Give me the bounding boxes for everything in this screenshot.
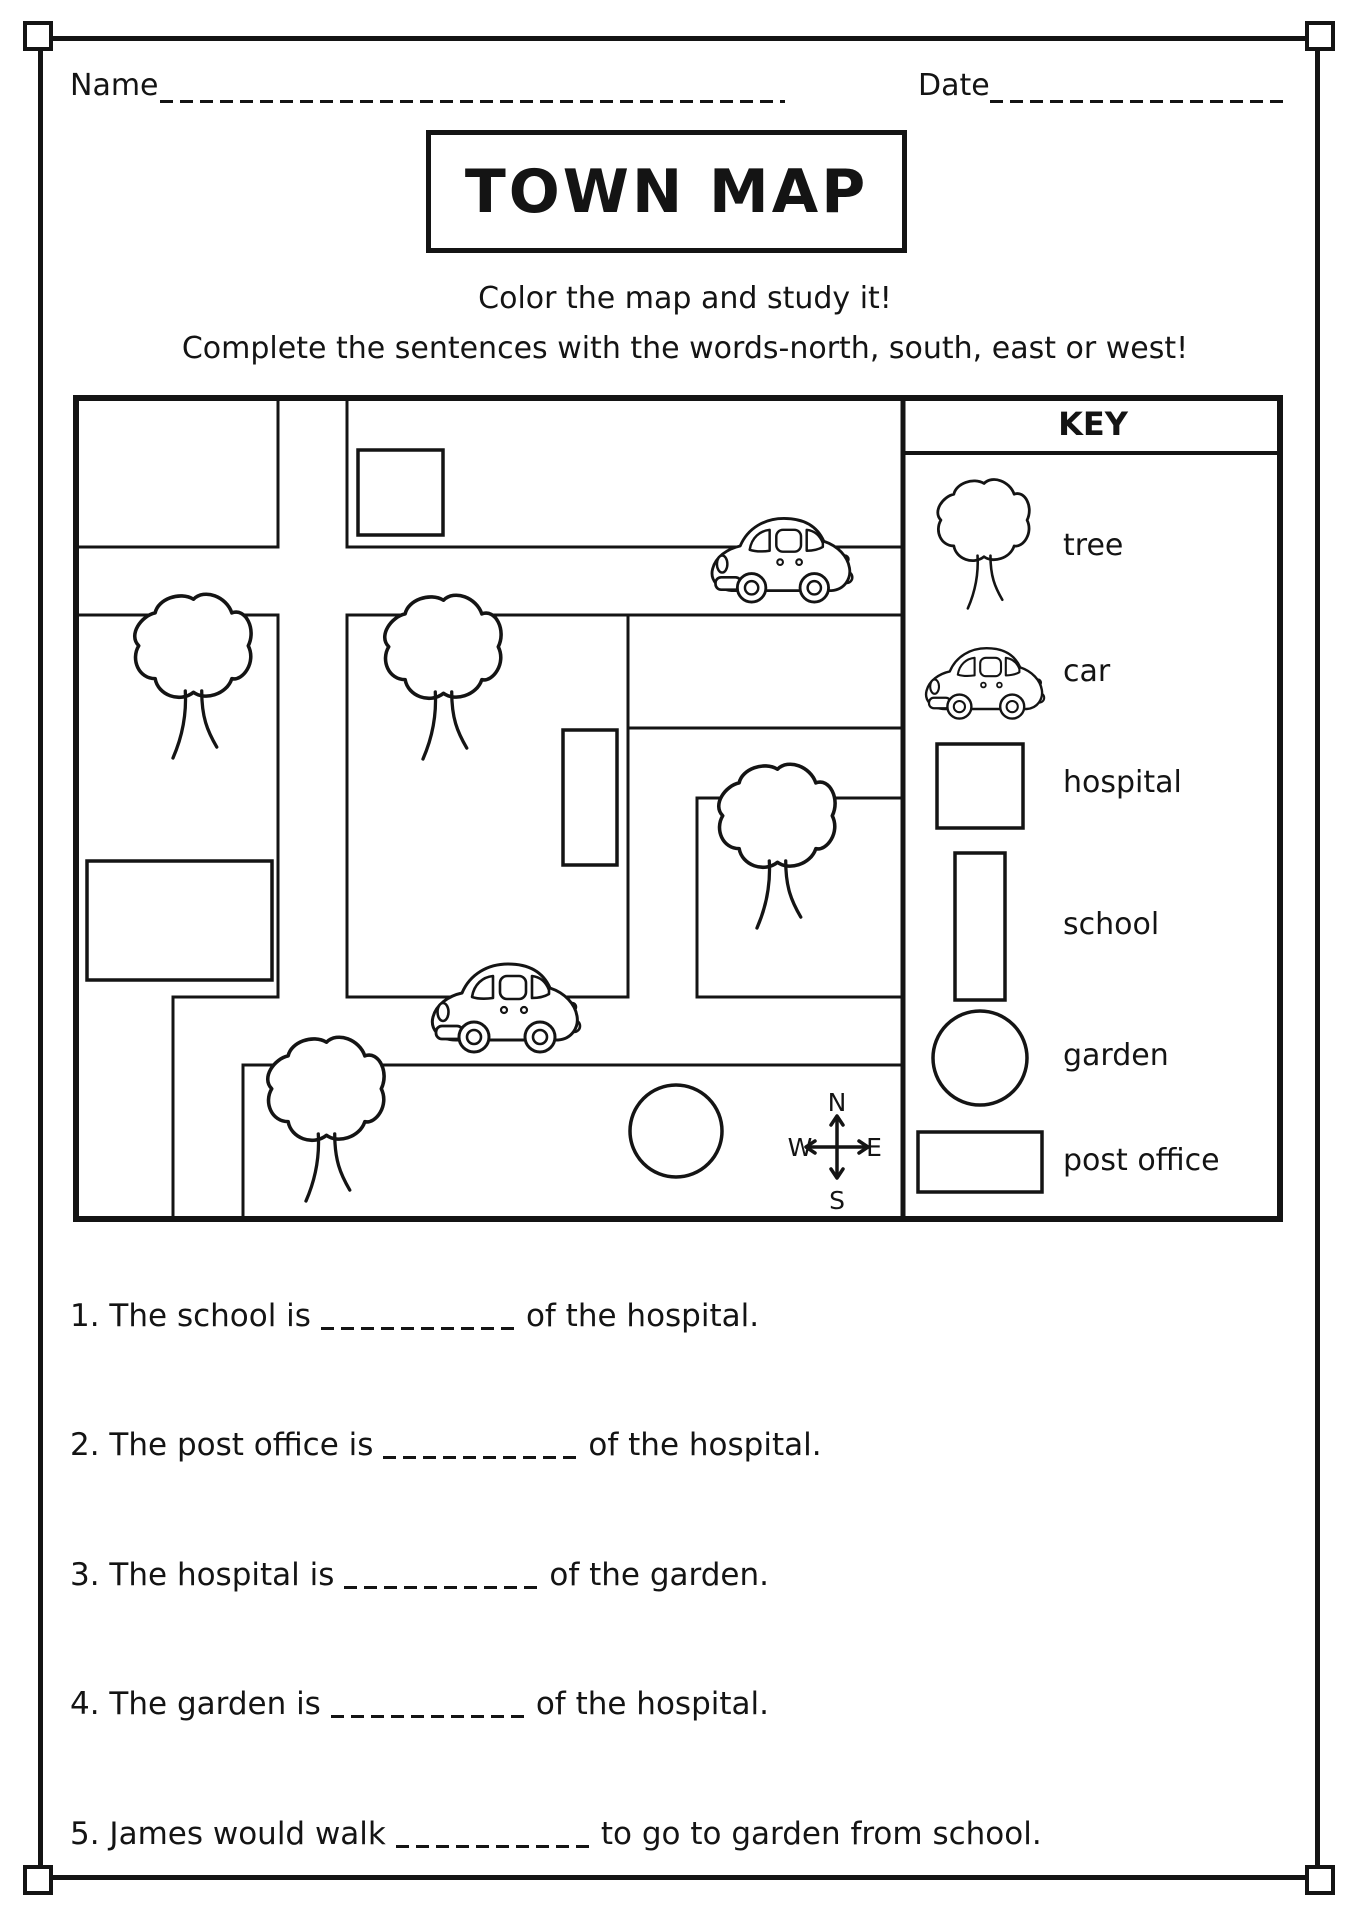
compass-west-label: W [787, 1133, 813, 1162]
map-car-1 [712, 518, 852, 602]
question-1 [70, 1294, 759, 1338]
school-icon [955, 853, 1005, 1000]
compass-east-label: E [866, 1133, 882, 1162]
map-school [563, 730, 617, 865]
map-tree-3 [719, 764, 835, 928]
tree-icon [938, 480, 1030, 609]
map-tree-1 [135, 594, 251, 758]
question-5-suffix: to go to garden from school. [600, 1816, 1042, 1852]
frame-corner-top-right [1305, 21, 1335, 51]
key-label-garden: garden [1063, 1038, 1169, 1073]
map-tree-2 [385, 595, 501, 759]
question-1-prefix: 1. The school is [70, 1298, 311, 1334]
question-4-suffix: of the hospital. [535, 1686, 769, 1722]
question-2-prefix: 2. The post office is [70, 1427, 374, 1463]
question-5-blank[interactable] [396, 1845, 591, 1848]
key-label-hospital: hospital [1063, 765, 1182, 800]
key-label-school: school [1063, 907, 1160, 942]
question-2-blank[interactable] [383, 1456, 578, 1459]
page-title: TOWN MAP [464, 156, 869, 227]
question-4 [70, 1682, 769, 1726]
question-3-prefix: 3. The hospital is [70, 1557, 335, 1593]
map-garden [630, 1085, 722, 1177]
question-5 [70, 1812, 1042, 1856]
map-post-office [87, 861, 272, 980]
question-1-blank[interactable] [321, 1327, 516, 1330]
town-map-figure [73, 395, 1283, 1222]
compass-rose [788, 1088, 882, 1215]
name-write-line[interactable] [160, 100, 785, 103]
question-1-suffix: of the hospital. [525, 1298, 760, 1334]
question-2-suffix: of the hospital. [588, 1427, 822, 1463]
key-label-car: car [1063, 654, 1111, 689]
question-4-blank[interactable] [331, 1715, 526, 1718]
hospital-icon [937, 744, 1023, 828]
question-3 [70, 1553, 769, 1597]
key-label-tree: tree [1063, 528, 1124, 563]
map-tree-4 [268, 1037, 384, 1201]
name-label: Name [70, 68, 159, 103]
key-title: KEY [1058, 405, 1128, 443]
instruction-line-2: Complete the sentences with the words-north, south, east or west! [181, 331, 1189, 366]
question-2 [70, 1423, 822, 1467]
map-hospital [358, 450, 443, 535]
post-office-icon [918, 1132, 1042, 1192]
map-key-panel [903, 405, 1283, 1192]
question-3-suffix: of the garden. [549, 1557, 769, 1593]
question-3-blank[interactable] [344, 1586, 539, 1589]
frame-corner-top-left [23, 21, 53, 51]
instruction-line-1: Color the map and study it! [478, 281, 892, 316]
key-label-post-office: post office [1063, 1143, 1220, 1178]
date-write-line[interactable] [990, 100, 1284, 103]
frame-corner-bottom-left [23, 1865, 53, 1895]
garden-icon [933, 1011, 1027, 1105]
question-4-prefix: 4. The garden is [70, 1686, 321, 1722]
date-label: Date [918, 68, 990, 103]
compass-south-label: S [829, 1186, 845, 1215]
map-car-2 [432, 964, 580, 1052]
compass-north-label: N [827, 1088, 847, 1117]
frame-corner-bottom-right [1305, 1865, 1335, 1895]
car-icon [926, 648, 1044, 718]
question-5-prefix: 5. James would walk [70, 1816, 386, 1852]
title-box [426, 130, 907, 253]
